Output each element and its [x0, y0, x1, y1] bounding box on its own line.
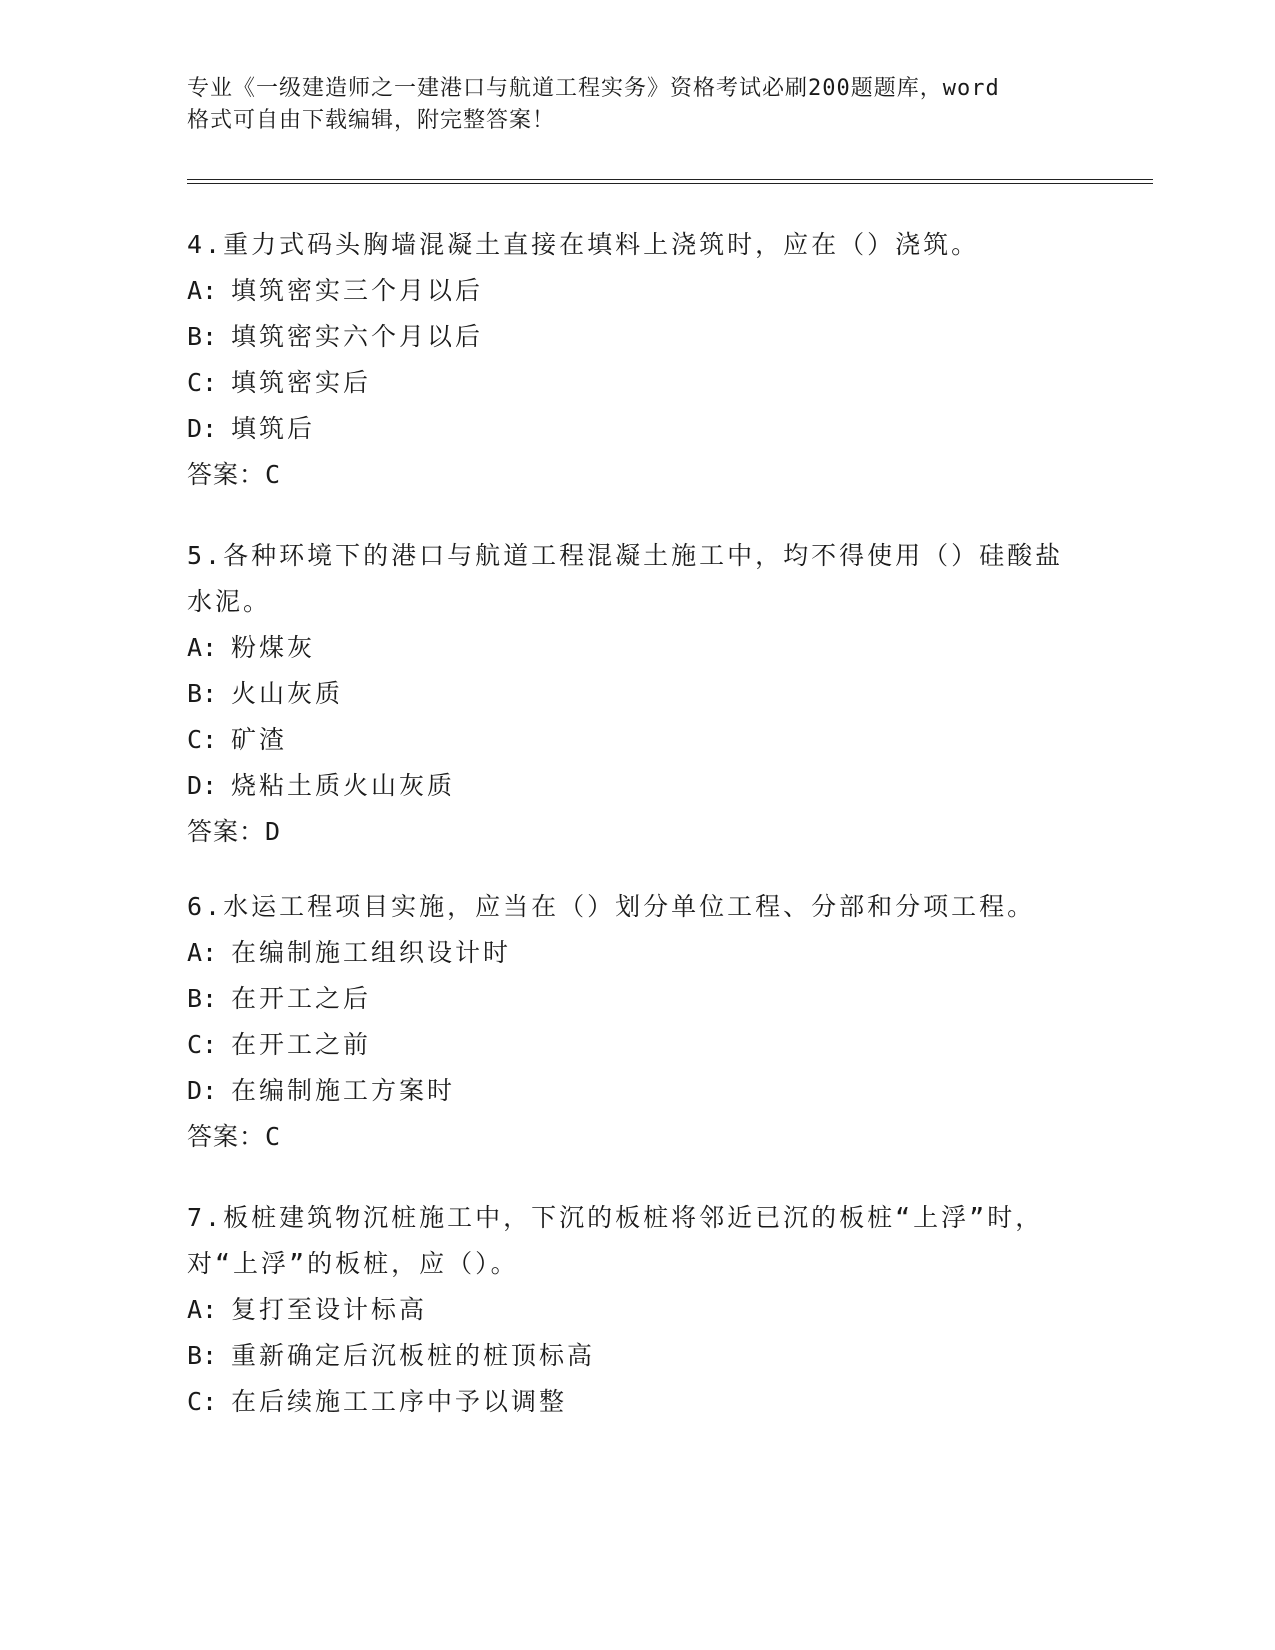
answer-value: C [265, 460, 282, 489]
option-a [187, 625, 1067, 671]
question-stem: 6.水运工程项目实施，应当在（）划分单位工程、分部和分项工程。 [187, 892, 1036, 921]
answer-label: 答案： [187, 460, 266, 489]
option-text: 填筑密实后 [231, 368, 372, 397]
option-letter: A: [187, 1295, 218, 1324]
option-letter: A: [187, 633, 218, 662]
header-divider-top [187, 179, 1153, 180]
option-a [187, 268, 1067, 314]
answer-line [187, 1114, 1067, 1160]
answer-value: D [265, 817, 282, 846]
option-letter: A: [187, 276, 218, 305]
option-text: 在开工之后 [231, 984, 372, 1013]
option-b [187, 976, 1067, 1022]
document-header [187, 73, 1087, 137]
option-letter: C: [187, 1030, 218, 1059]
option-text: 填筑后 [231, 414, 316, 443]
option-letter: B: [187, 679, 218, 708]
answer-line [187, 809, 1067, 855]
option-c [187, 717, 1067, 763]
option-b [187, 314, 1067, 360]
option-c [187, 360, 1067, 406]
option-text: 在开工之前 [231, 1030, 372, 1059]
option-text: 填筑密实六个月以后 [231, 322, 484, 351]
header-divider-bottom [187, 183, 1153, 184]
option-letter: D: [187, 771, 218, 800]
option-a [187, 1287, 1067, 1333]
option-text: 在后续施工工序中予以调整 [231, 1387, 568, 1416]
option-letter: B: [187, 322, 218, 351]
option-letter: B: [187, 1341, 218, 1370]
option-letter: B: [187, 984, 218, 1013]
answer-value: C [265, 1122, 282, 1151]
option-letter: D: [187, 1076, 218, 1105]
option-c [187, 1379, 1067, 1425]
option-text: 重新确定后沉板桩的桩顶标高 [231, 1341, 596, 1370]
option-letter: D: [187, 414, 218, 443]
option-text: 复打至设计标高 [231, 1295, 428, 1324]
option-a [187, 930, 1067, 976]
question-7 [187, 1195, 1067, 1425]
option-letter: C: [187, 725, 218, 754]
question-stem: 4.重力式码头胸墙混凝土直接在填料上浇筑时，应在（）浇筑。 [187, 230, 980, 259]
option-d [187, 406, 1067, 452]
answer-line [187, 452, 1067, 498]
question-stem: 5.各种环境下的港口与航道工程混凝土施工中，均不得使用（）硅酸盐水泥。 [187, 541, 1064, 616]
option-text: 粉煤灰 [231, 633, 316, 662]
option-b [187, 1333, 1067, 1379]
header-line-1: 专业《一级建造师之一建港口与航道工程实务》资格考试必刷200题题库，word [187, 76, 1000, 101]
question-4 [187, 222, 1067, 498]
option-text: 在编制施工组织设计时 [231, 938, 512, 967]
header-line-2: 格式可自由下载编辑，附完整答案！ [187, 108, 556, 133]
option-letter: C: [187, 368, 218, 397]
option-text: 矿渣 [231, 725, 288, 754]
answer-label: 答案： [187, 1122, 266, 1151]
option-b [187, 671, 1067, 717]
option-c [187, 1022, 1067, 1068]
question-6 [187, 884, 1067, 1160]
option-text: 烧粘土质火山灰质 [231, 771, 456, 800]
option-letter: C: [187, 1387, 218, 1416]
question-stem: 7.板桩建筑物沉桩施工中，下沉的板桩将邻近已沉的板桩“上浮”时，对“上浮”的板桩，应（）。 [187, 1203, 1044, 1278]
option-d [187, 763, 1067, 809]
option-text: 填筑密实三个月以后 [231, 276, 484, 305]
option-text: 在编制施工方案时 [231, 1076, 456, 1105]
answer-label: 答案： [187, 817, 266, 846]
option-text: 火山灰质 [231, 679, 344, 708]
option-letter: A: [187, 938, 218, 967]
option-d [187, 1068, 1067, 1114]
question-5 [187, 533, 1067, 855]
